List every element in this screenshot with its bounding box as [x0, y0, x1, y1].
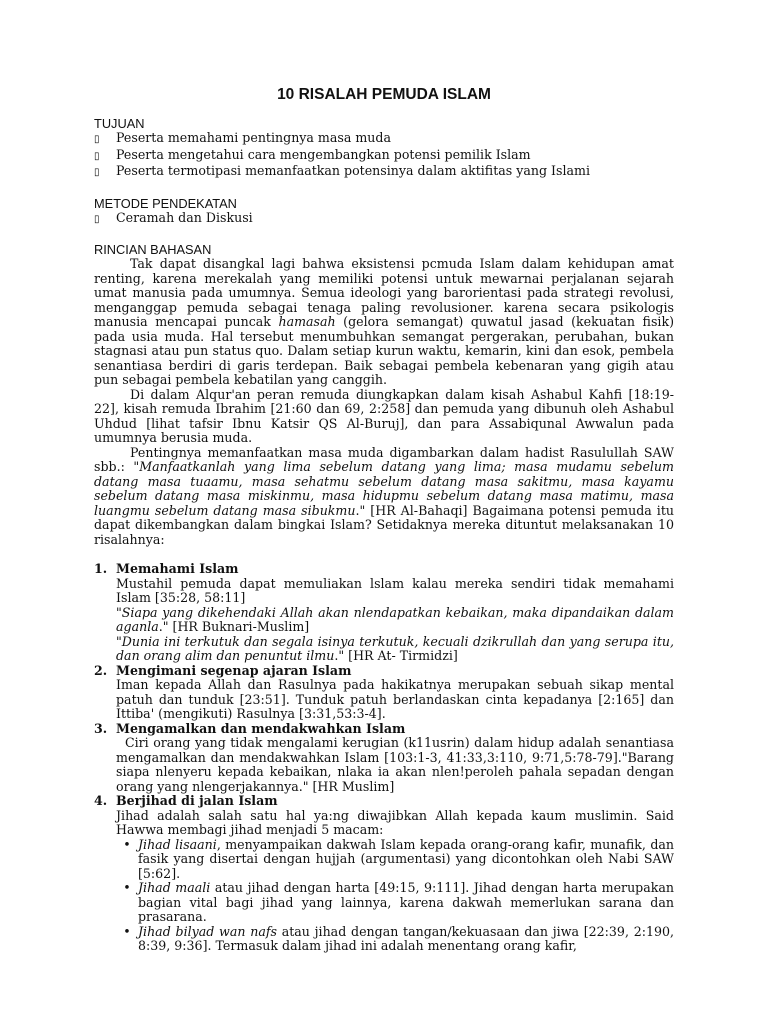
- section-metode-label: METODE PENDEKATAN: [94, 195, 237, 211]
- bullet-icon: ▯: [94, 134, 100, 145]
- risalah-item-2: 2. Mengimani segenap ajaran Islam Iman kepada Allah dan Rasulnya pada hakikatnya merupakan sebuah sikap mental patuh dan tunduk [23:51]. Tunduk patuh berlandaskan cinta kepadanya [2:165] dan Ittiba' (mengikuti) Rasulnya [3:31,53:3-4].: [94, 662, 674, 721]
- item-number: 3.: [94, 720, 108, 736]
- risalah-item-3: 3. Mengamalkan dan mendakwahkan Islam Ciri orang yang tidak mengalami kerugian (k11usrin) dalam hidup adalah senantiasa mengamalkan dan mendakwahkan Islam [103:1-3, 41:33,3:110, 9:71,5:78-79]."Barang siapa nlenyeru kepada kebaikan, nlaka ia akan nlen!peroleh pahala sepadan dengan orang yang nlengerjakannya." [HR Muslim]: [94, 720, 674, 794]
- bullet-icon: ▯: [94, 150, 100, 162]
- bullet-icon: ▯: [94, 213, 100, 225]
- paragraph-3: Pentingnya memanfaatkan masa muda digambarkan dalam hadist Rasulullah SAW sbb.: "Manfaatkanlah yang lima sebelum datang yang lima; masa mudamu sebelum datang masa tuaamu, masa sehatmu sebelum datang masa sakitmu, masa kayamu sebelum datang masa miskinmu, masa hidupmu sebelum datang masa matimu, masa luangmu sebelum datang masa sibukmu." [HR Al-Bahaqi] Bagaimana potensi pemuda itu dapat dikembangkan dalam bingkai Islam? Setidaknya mereka dituntut melaksanakan 10 risalahnya:: [94, 444, 675, 547]
- section-rincian-label: RINCIAN BAHASAN: [94, 242, 212, 257]
- tujuan-item: ▯ Peserta mengetahui cara mengembangkan potensi pemilik Islam: [94, 148, 674, 165]
- section-tujuan-label: TUJUAN: [94, 116, 145, 131]
- bullet-icon: •: [123, 923, 131, 939]
- quote: "Siapa yang dikehendaki Allah akan nlendapatkan kebaikan, maka dipandaikan dalam aganla." [HR Buknari-Muslim]: [116, 604, 674, 634]
- item-title: Memahami Islam: [116, 561, 239, 576]
- tujuan-item: ▯ Peserta memahami pentingnya masa muda: [94, 131, 674, 148]
- item-title: Mengimani segenap ajaran Islam: [116, 662, 352, 678]
- tujuan-item: ▯ Peserta termotipasi memanfaatkan potensinya dalam aktifitas yang Islami: [94, 164, 674, 181]
- item-title: Mengamalkan dan mendakwahkan Islam: [116, 720, 406, 736]
- paragraph-1: Tak dapat disangkal lagi bahwa eksistensi pcmuda Islam dalam kehidupan amat renting, karena merekalah yang memiliki potensi untuk mewarnai perjalanan sejarah umat manusia pada umumnya. Semua ideologi yang barorientasi pada strategi revolusi, menganggap pemuda sebagai tenaga paling revolusioner. karena secara psikologis manusia mencapai puncak hamasah (gelora semangat) quwatul jasad (kekuatan fisik) pada usia muda. Hal tersebut menumbuhkan semangat pergerakan, perubahan, bukan stagnasi atau pun status quo. Dalam setiap kurun waktu, kemarin, kini dan esok, pembela senantiasa berdiri di garis terdepan. Baik sebagai pembela kebenaran yang gigih atau pun sebagai pembela kebatilan yang canggih.: [94, 256, 674, 387]
- jihad-type-item: • Jihad maali atau jihad dengan harta [49:15, 9:111]. Jihad dengan harta merupakan bagian vital bagi jihad yang lainnya, karena dakwah memerlukan sarana dan prasarana.: [116, 881, 674, 925]
- metode-item: ▯ Ceramah dan Diskusi: [94, 211, 674, 228]
- paragraph-2: Di dalam Alqur'an peran remuda diungkapkan dalam kisah Ashabul Kahfi [18:19-22], kisah remuda Ibrahim [21:60 dan 69, 2:258] dan pemuda yang dibunuh oleh Ashabul Uhdud [lihat tafsir Ibnu Katsir QS Al-Buruj], dan para Assabiqunal Awwalun pada umumnya berusia muda.: [94, 386, 674, 445]
- bullet-icon: ▯: [94, 167, 100, 178]
- bullet-icon: •: [123, 836, 131, 852]
- item-title: Berjihad di jalan Islam: [116, 793, 278, 808]
- document-title: 10 RISALAH PEMUDA ISLAM: [277, 86, 491, 103]
- jihad-type-item: • Jihad lisaani, menyampaikan dakwah Islam kepada orang-orang kafir, munafik, dan fasik yang disertai dengan hujjah (argumentasi) yang dicontohkan oleh Nabi SAW [5:62].: [116, 838, 674, 882]
- risalah-item-1: 1. Memahami Islam Mustahil pemuda dapat memuliakan lslam kalau mereka sendiri tidak memahami Islam [35:28, 58:11] "Siapa yang dikehendaki Allah akan nlendapatkan kebaikan, maka dipandaikan dalam aganla." [HR Buknari-Muslim] "Dunia ini terkutuk dan segala isinya terkutuk, kecuali dzikrullah dan yang serupa itu, dan orang alim dan penuntut ilmu." [HR At- Tirmidzi]: [94, 561, 674, 663]
- item-number: 1.: [94, 561, 108, 576]
- item-number: 4.: [94, 793, 108, 808]
- risalah-item-4: 4. Berjihad di jalan Islam Jihad adalah salah satu hal ya:ng diwajibkan Allah kepada kaum muslimin. Said Hawwa membagi jihad menjadi 5 macam: • Jihad lisaani, menyampaikan dakwah Islam kepada orang-orang kafir, munafik, dan fasik yang disertai dengan hujjah (argumentasi) yang dicontohkan oleh Nabi SAW [5:62]. • Jihad maali atau jihad dengan harta [49:15, 9:111]. Jihad dengan harta merupakan bagian vital bagi jihad yang lainnya, karena dakwah memerlukan sarana dan prasarana. • Jihad bilyad wan nafs atau jihad dengan tangan/kekuasaan dan jiwa [22:39, 2:190, 8:39, 9:36]. Termasuk dalam jihad ini adalah menentang orang kafir,: [94, 793, 675, 953]
- item-number: 2.: [94, 662, 108, 678]
- bullet-icon: •: [123, 880, 131, 895]
- quote: "Dunia ini terkutuk dan segala isinya terkutuk, kecuali dzikrullah dan yang serupa itu, dan orang alim dan penuntut ilmu." [HR At- Tirmidzi]: [116, 633, 674, 663]
- jihad-type-item: • Jihad bilyad wan nafs atau jihad dengan tangan/kekuasaan dan jiwa [22:39, 2:190, 8:39, 9:36]. Termasuk dalam jihad ini adalah menentang orang kafir,: [116, 925, 674, 954]
- document-body: [94, 116, 674, 954]
